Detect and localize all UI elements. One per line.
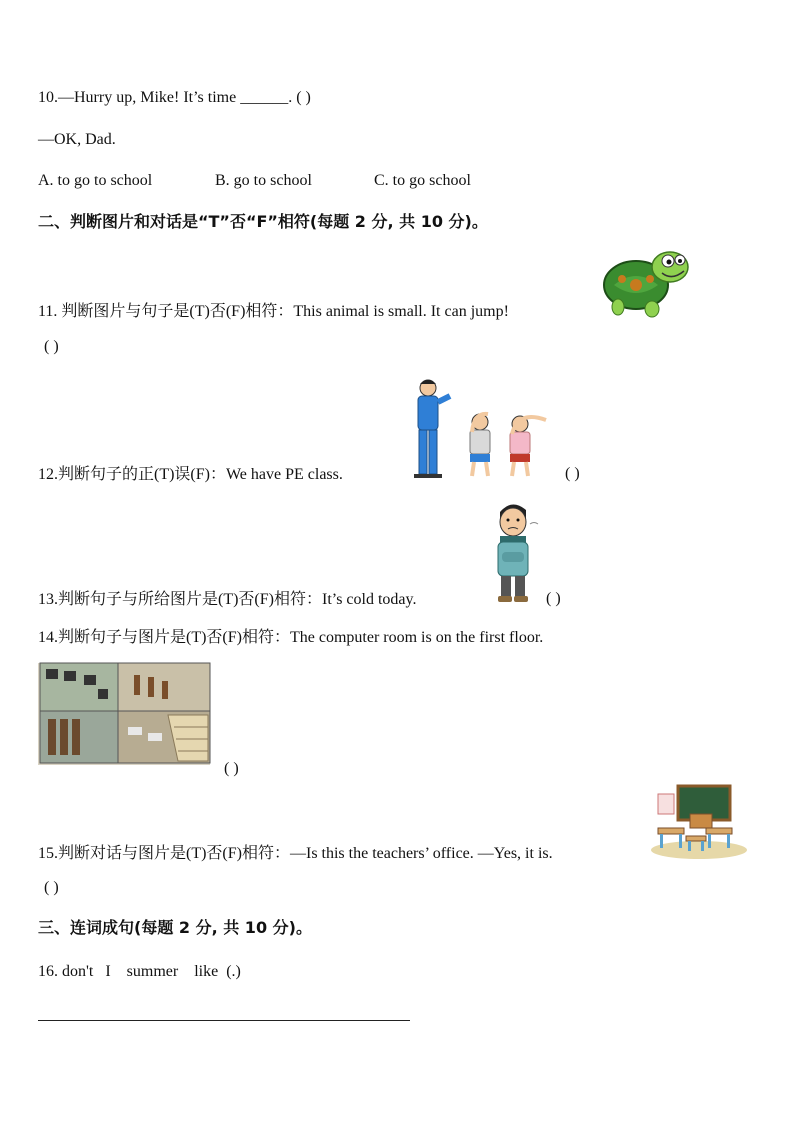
q10-option-a: A. to go to school <box>38 172 153 189</box>
q11-answer-paren: ( ) <box>44 338 59 355</box>
q11-text: 11. 判断图片与句子是(T)否(F)相符：This animal is small. It can jump! <box>38 303 509 320</box>
q15-answer-paren: ( ) <box>44 879 59 896</box>
cold-boy-picture <box>488 498 540 606</box>
turtle-picture <box>600 245 692 319</box>
q13-text: 13.判断句子与所给图片是(T)否(F)相符：It’s cold today. <box>38 591 417 608</box>
q14-text: 14.判断句子与图片是(T)否(F)相符：The computer room is on the first floor. <box>38 629 544 646</box>
q10-option-b: B. go to school <box>215 172 312 189</box>
q16-answer-line[interactable] <box>38 1020 410 1021</box>
q13-answer-paren: ( ) <box>546 590 561 607</box>
q10-reply: —OK, Dad. <box>38 131 116 148</box>
section2-heading: 二、判断图片和对话是“T”否“F”相符(每题 2 分, 共 10 分)。 <box>38 212 488 231</box>
q12-text: 12.判断句子的正(T)误(F)：We have PE class. <box>38 466 343 483</box>
pe-class-picture <box>408 378 548 480</box>
section3-heading: 三、连词成句(每题 2 分, 共 10 分)。 <box>38 918 312 937</box>
school-building-picture <box>38 661 212 767</box>
q12-answer-paren: ( ) <box>565 465 580 482</box>
q16-words: 16. don't I summer like (.) <box>38 963 241 980</box>
q15-text: 15.判断对话与图片是(T)否(F)相符：—Is this the teachers’ office. —Yes, it is. <box>38 845 553 862</box>
q10-option-c: C. to go school <box>374 172 471 189</box>
q10-question: 10.—Hurry up, Mike! It’s time ______. ( ) <box>38 89 311 106</box>
q14-answer-paren: ( ) <box>224 760 239 777</box>
classroom-picture <box>650 784 748 860</box>
